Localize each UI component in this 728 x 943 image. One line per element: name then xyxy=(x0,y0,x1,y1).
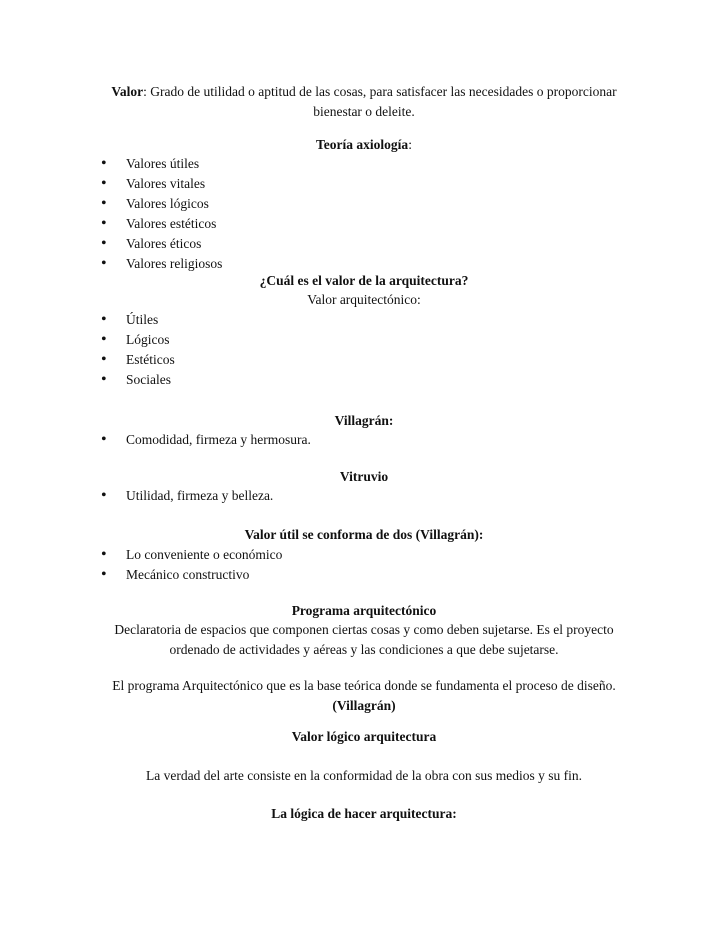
vitruvio-list xyxy=(0,486,273,506)
list-item: • Valores religiosos xyxy=(0,254,222,274)
value-definition-line-1 xyxy=(90,82,638,102)
arch-value-list xyxy=(0,310,175,390)
axiology-heading-colon: : xyxy=(408,137,412,152)
list-item: • Sociales xyxy=(0,370,175,390)
program-paragraph-2 xyxy=(70,676,658,716)
value-definition xyxy=(90,82,638,122)
value-term: Valor xyxy=(111,84,144,99)
logical-value-text: La verdad del arte consiste en la conformidad de la obra con sus medios y su fin. xyxy=(146,768,582,783)
villagran-list xyxy=(0,430,311,450)
useful-value-list xyxy=(0,545,282,585)
list-item: • Mecánico constructivo xyxy=(0,565,282,585)
value-definition-line-2: bienestar o deleite. xyxy=(313,104,415,119)
arch-value-subheading: Valor arquitectónico: xyxy=(307,292,421,307)
villagran-heading: Villagrán: xyxy=(334,413,394,428)
program-paragraph-1 xyxy=(70,620,658,660)
program-heading: Programa arquitectónico xyxy=(291,603,437,618)
vitruvio-heading: Vitruvio xyxy=(339,469,389,484)
axiology-heading-text: Teoría axiología xyxy=(316,137,409,152)
logical-value-heading: Valor lógico arquitectura xyxy=(291,729,437,744)
list-item: • Valores lógicos xyxy=(0,194,222,214)
logic-heading: La lógica de hacer arquitectura: xyxy=(271,806,457,821)
value-definition-text: : Grado de utilidad o aptitud de las cosas, para satisfacer las necesidades o proporcionar xyxy=(143,84,617,99)
program-paragraph-1-line-1: Declaratoria de espacios que componen ciertas cosas y como deben sujetarse. Es el proyecto xyxy=(114,622,614,637)
useful-value-heading: Valor útil se conforma de dos (Villagrán): xyxy=(244,527,484,542)
list-item: • Valores éticos xyxy=(0,234,222,254)
list-item: • Comodidad, firmeza y hermosura. xyxy=(0,430,311,450)
list-item: • Útiles xyxy=(0,310,175,330)
axiology-heading xyxy=(90,135,638,155)
list-item: • Utilidad, firmeza y belleza. xyxy=(0,486,273,506)
list-item: • Valores estéticos xyxy=(0,214,222,234)
program-paragraph-2-line-1: El programa Arquitectónico que es la base teórica donde se fundamenta el proceso de diseño. xyxy=(112,678,616,693)
program-paragraph-2-line-2: (Villagrán) xyxy=(332,698,396,713)
axiology-list xyxy=(0,154,222,274)
list-item: • Lógicos xyxy=(0,330,175,350)
list-item: • Valores útiles xyxy=(0,154,222,174)
list-item: • Estéticos xyxy=(0,350,175,370)
list-item: • Lo conveniente o económico xyxy=(0,545,282,565)
arch-value-question: ¿Cuál es el valor de la arquitectura? xyxy=(259,273,469,288)
list-item: • Valores vitales xyxy=(0,174,222,194)
program-paragraph-1-line-2: ordenado de actividades y aéreas y las condiciones a que debe sujetarse. xyxy=(169,642,559,657)
